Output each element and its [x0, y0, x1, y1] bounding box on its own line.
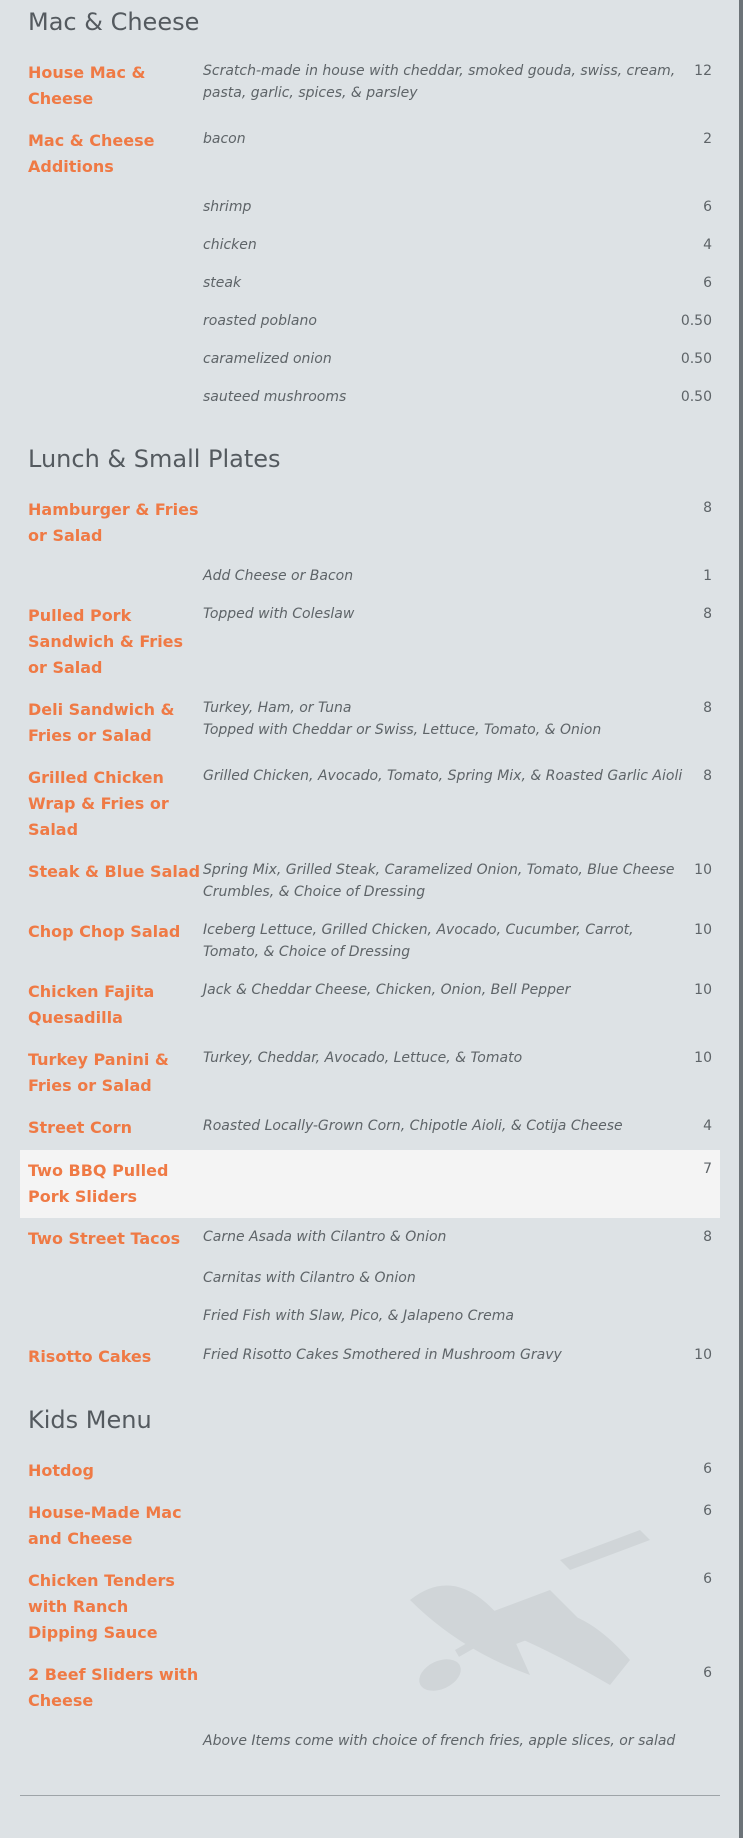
menu-item	[20, 1115, 720, 1143]
item-price: 10	[694, 922, 712, 938]
menu-item	[20, 1047, 720, 1103]
item-price: 10	[694, 862, 712, 878]
menu-item	[20, 1305, 720, 1329]
menu-item	[20, 128, 720, 184]
menu-item	[20, 919, 720, 969]
item-price: 12	[694, 63, 712, 79]
item-name: Mac & Cheese Additions	[28, 131, 155, 176]
item-name: Chop Chop Salad	[28, 922, 181, 941]
section-title-kids: Kids Menu	[28, 1406, 152, 1434]
menu-item	[20, 272, 720, 296]
item-name: Steak & Blue Salad	[28, 862, 201, 881]
item-name: Grilled Chicken Wrap & Fries or Salad	[28, 768, 169, 839]
menu-item	[20, 1730, 720, 1754]
item-price: 1	[703, 568, 712, 584]
item-description: bacon	[203, 131, 246, 147]
item-name: Hamburger & Fries or Salad	[28, 500, 199, 545]
item-name: Two Street Tacos	[28, 1229, 181, 1248]
item-description: shrimp	[203, 199, 252, 215]
menu-item	[20, 310, 720, 334]
item-price: 6	[703, 275, 712, 291]
item-price: 10	[694, 1347, 712, 1363]
menu-item	[20, 603, 720, 683]
menu-item	[20, 1662, 720, 1718]
menu-item	[20, 697, 720, 753]
menu-item	[20, 979, 720, 1035]
item-price: 0.50	[680, 351, 712, 367]
menu-item	[20, 1344, 720, 1372]
menu-item	[20, 386, 720, 410]
item-price: 0.50	[680, 313, 712, 329]
item-name: Turkey Panini & Fries or Salad	[28, 1050, 169, 1095]
item-price: 0.50	[680, 389, 712, 405]
item-description: Carne Asada with Cilantro & Onion	[203, 1229, 447, 1245]
item-description: Turkey, Cheddar, Avocado, Lettuce, & Tomato	[203, 1050, 523, 1066]
item-name: Deli Sandwich & Fries or Salad	[28, 700, 175, 745]
item-price: 7	[703, 1161, 712, 1177]
item-description: Fried Risotto Cakes Smothered in Mushroom Gravy	[203, 1347, 562, 1363]
item-description: chicken	[203, 237, 257, 253]
menu-item	[20, 1267, 720, 1291]
item-name: 2 Beef Sliders with Cheese	[28, 1665, 199, 1710]
item-description: Add Cheese or Bacon	[203, 568, 354, 584]
item-description: Carnitas with Cilantro & Onion	[203, 1270, 416, 1286]
item-name: House Mac & Cheese	[28, 63, 146, 108]
item-description: Topped with Coleslaw	[203, 606, 355, 622]
item-price: 10	[694, 982, 712, 998]
item-description: Spring Mix, Grilled Steak, Caramelized Onion, Tomato, Blue Cheese Crumbles, & Choice of Dressing	[203, 862, 675, 900]
item-name: Pulled Pork Sandwich & Fries or Salad	[28, 606, 184, 677]
menu-item	[20, 1568, 720, 1648]
menu-item	[20, 497, 720, 553]
menu-item	[20, 1500, 720, 1556]
footer-divider	[20, 1795, 720, 1796]
item-price: 10	[694, 1050, 712, 1066]
item-price: 4	[703, 1118, 712, 1134]
item-description: steak	[203, 275, 242, 291]
item-description: Above Items come with choice of french fries, apple slices, or salad	[203, 1733, 676, 1749]
item-price: 6	[703, 1461, 712, 1477]
item-price: 4	[703, 237, 712, 253]
item-price: 6	[703, 1665, 712, 1681]
menu-item	[20, 348, 720, 372]
item-description: caramelized onion	[203, 351, 332, 367]
item-name: Two BBQ Pulled Pork Sliders	[28, 1161, 169, 1206]
item-price: 2	[703, 131, 712, 147]
section-title-mac-cheese: Mac & Cheese	[28, 8, 200, 36]
section-title-lunch: Lunch & Small Plates	[28, 445, 281, 473]
page-edge-bar	[739, 0, 743, 1838]
item-description: Iceberg Lettuce, Grilled Chicken, Avocado, Cucumber, Carrot, Tomato, & Choice of Dressing	[203, 922, 634, 960]
item-name: House-Made Mac and Cheese	[28, 1503, 182, 1548]
menu-item	[20, 565, 720, 589]
item-description: Fried Fish with Slaw, Pico, & Jalapeno Crema	[203, 1308, 514, 1324]
item-description: roasted poblano	[203, 313, 317, 329]
menu-item	[20, 765, 720, 845]
item-description: Jack & Cheddar Cheese, Chicken, Onion, Bell Pepper	[203, 982, 571, 998]
item-price: 6	[703, 199, 712, 215]
item-name: Chicken Tenders with Ranch Dipping Sauce	[28, 1571, 175, 1642]
item-price: 8	[703, 606, 712, 622]
item-price: 8	[703, 1229, 712, 1245]
item-name: Chicken Fajita Quesadilla	[28, 982, 155, 1027]
menu-item-highlighted	[20, 1150, 720, 1218]
item-name: Hotdog	[28, 1461, 94, 1480]
menu-item	[20, 859, 720, 909]
item-description: Roasted Locally-Grown Corn, Chipotle Aioli, & Cotija Cheese	[203, 1118, 623, 1134]
item-name: Street Corn	[28, 1118, 132, 1137]
menu-item	[20, 196, 720, 220]
item-price: 8	[703, 700, 712, 716]
item-price: 8	[703, 768, 712, 784]
menu-item	[20, 1458, 720, 1486]
item-description: Grilled Chicken, Avocado, Tomato, Spring Mix, & Roasted Garlic Aioli	[203, 768, 683, 784]
item-price: 8	[703, 500, 712, 516]
item-name: Risotto Cakes	[28, 1347, 152, 1366]
item-description: sauteed mushrooms	[203, 389, 347, 405]
item-price: 6	[703, 1571, 712, 1587]
menu-item	[20, 234, 720, 258]
menu-item	[20, 1226, 720, 1254]
item-description: Scratch-made in house with cheddar, smoked gouda, swiss, cream, pasta, garlic, spices, & parsley	[203, 63, 676, 101]
item-description: Turkey, Ham, or Tuna Topped with Cheddar or Swiss, Lettuce, Tomato, & Onion	[203, 700, 602, 738]
menu-item	[20, 60, 720, 120]
item-price: 6	[703, 1503, 712, 1519]
